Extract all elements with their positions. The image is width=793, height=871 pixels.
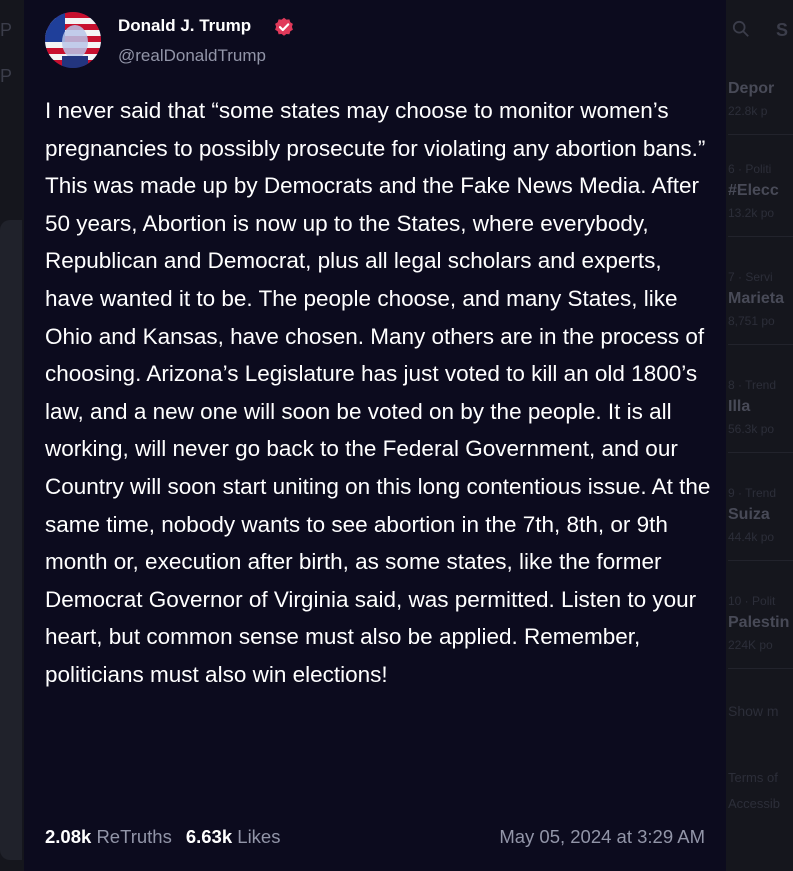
trend-item: Depor 22.8k p (728, 80, 793, 135)
verified-badge-icon (274, 17, 294, 37)
trend-item: 6 · Politi #Elecc 13.2k po (728, 162, 793, 237)
post-timestamp[interactable]: May 05, 2024 at 3:29 AM (499, 826, 705, 847)
background-feed-card (0, 220, 22, 860)
likes-stat[interactable]: 6.63k Likes (185, 826, 281, 847)
author-handle[interactable]: @realDonaldTrump (118, 46, 266, 65)
background-footer-accessibility: Accessib (728, 796, 781, 811)
author-name[interactable]: Donald J. Trump (118, 16, 252, 35)
truth-post (24, 0, 726, 871)
trend-item: 8 · Trend Illa 56.3k po (728, 378, 793, 453)
background-show-more: Show m (728, 703, 779, 719)
post-stats (45, 826, 280, 848)
background-title-fragment: P (0, 66, 13, 86)
search-icon (732, 20, 750, 38)
background-footer-terms: Terms of (728, 770, 778, 785)
background-right-sidebar (726, 0, 793, 871)
retruths-stat[interactable]: 2.08k ReTruths (45, 826, 172, 847)
background-logo-fragment: P (0, 20, 13, 40)
avatar[interactable] (45, 12, 101, 68)
background-signup-fragment: S (776, 20, 789, 40)
background-left-panel (0, 0, 24, 871)
trend-item: 9 · Trend Suiza 44.4k po (728, 486, 793, 561)
trend-item: 7 · Servi Marieta 8,751 po (728, 270, 793, 345)
post-body-text: I never said that “some states may choose to monitor women’s pregnancies to possibly prosecute for violating any abortion bans.” This was made up by Democrats and the Fake News Media. After 50 years, Abortion is now up to the States, where everybody, Republican and Democrat, plus all legal scholars and experts, have wanted it to be. The people choose, and many States, like Ohio and Kansas, have chosen. Many others are in the process of choosing. Arizona’s Legislature has just voted to kill an old 1800’s law, and a new one will soon be voted on by the people. It is all working, will never go back to the Federal Government, and our Country will soon start uniting on this long contentious issue. At the same time, nobody wants to see abortion in the 7th, 8th, or 9th month or, execution after birth, as some states, like the former Democrat Governor of Virginia said, was permitted. Listen to your heart, but common sense must also be applied. Remember, politicians must also win elections! (45, 98, 711, 687)
trend-item: 10 · Polit Palestin 224K po (728, 594, 793, 669)
